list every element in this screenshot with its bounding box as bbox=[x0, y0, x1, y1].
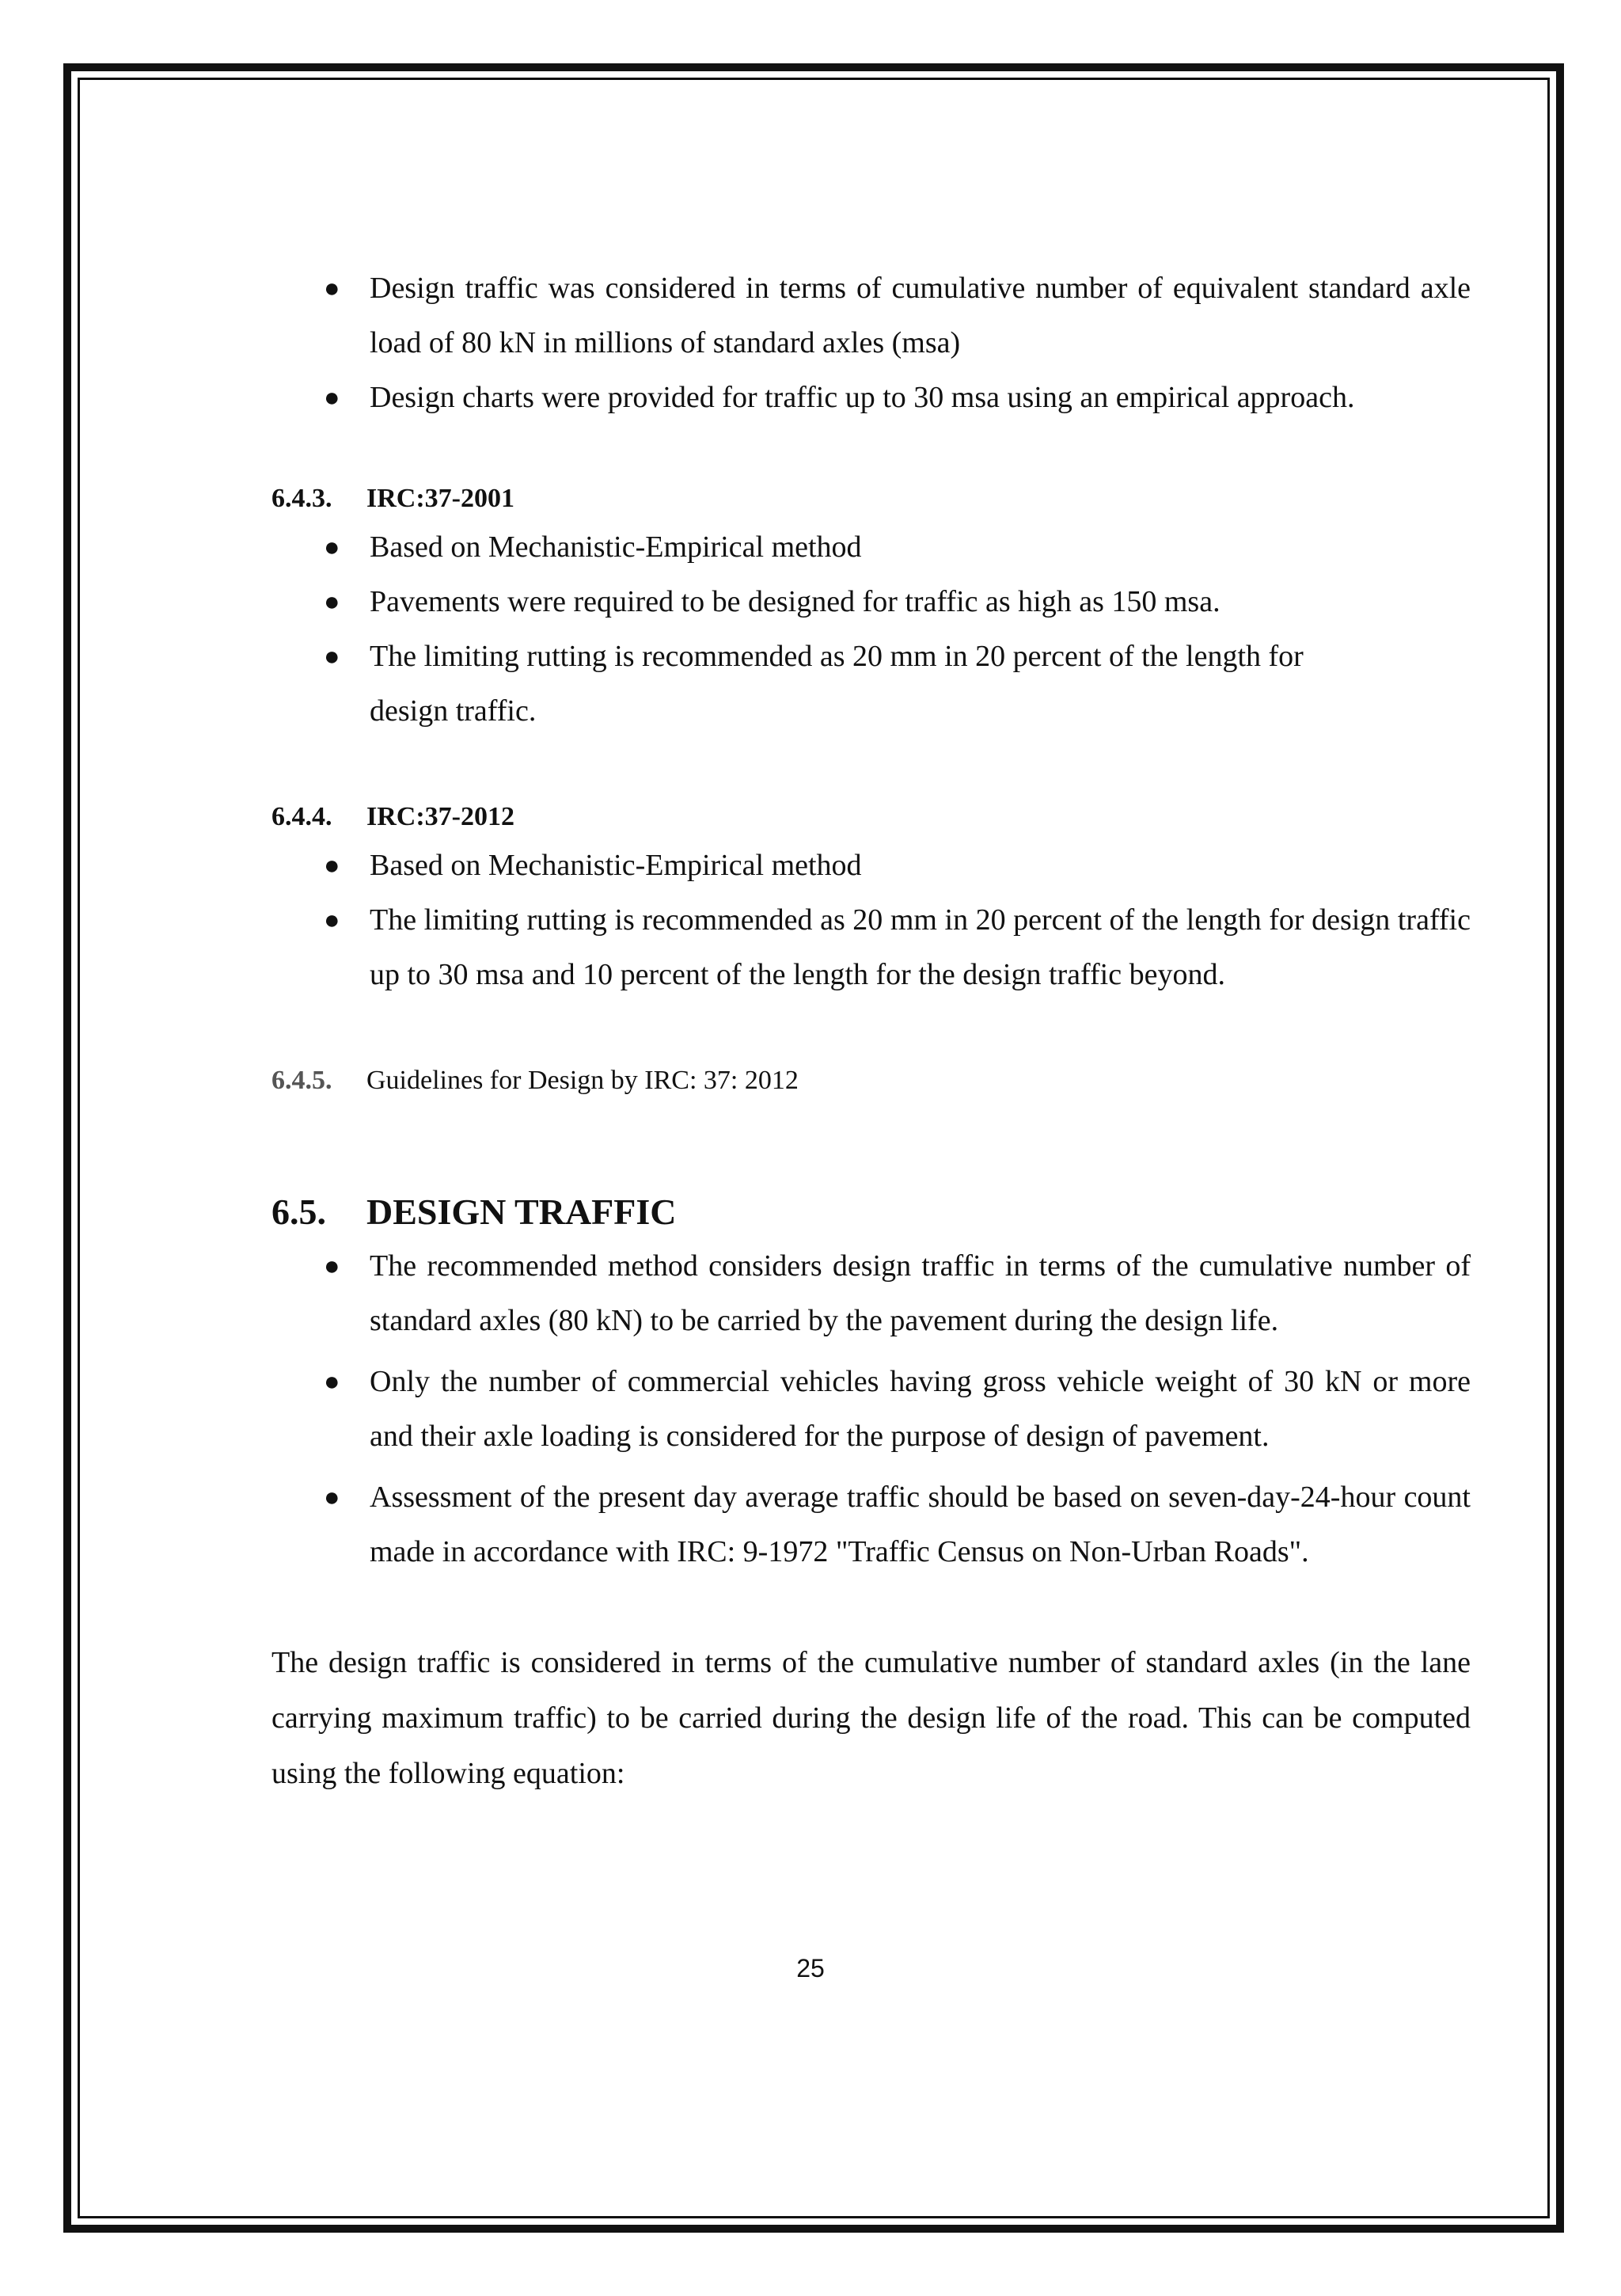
list-item: ● The limiting rutting is recommended as 20 mm in 20 percent of the length for design traffic. bbox=[271, 629, 1471, 739]
page-content bbox=[271, 261, 1471, 1801]
bullet-icon: ● bbox=[324, 1367, 340, 1397]
list-item: ● Only the number of commercial vehicles having gross vehicle weight of 30 kN or more and their axle loading is considered for the purpose of design of pavement. bbox=[271, 1355, 1471, 1464]
section-heading-6-4-3: 6.4.3. IRC:37-2001 bbox=[271, 484, 514, 513]
list-item: ● The recommended method considers design traffic in terms of the cumulative number of standard axles (80 kN) to be carried by the pavement during the design life. bbox=[271, 1239, 1471, 1348]
section-heading-6-4-4: 6.4.4. IRC:37-2012 bbox=[271, 802, 514, 831]
bullet-icon: ● bbox=[324, 274, 340, 303]
section-6-4-3-bullet-list bbox=[271, 520, 1471, 739]
bullet-icon: ● bbox=[324, 906, 340, 935]
bullet-icon: ● bbox=[324, 851, 340, 880]
section-6-5-bullet-list bbox=[271, 1239, 1471, 1579]
section-heading-6-5: 6.5. DESIGN TRAFFIC bbox=[271, 1192, 677, 1232]
list-item: ● Pavements were required to be designed for traffic as high as 150 msa. bbox=[271, 575, 1471, 629]
section-6-4-4-bullet-list bbox=[271, 838, 1471, 1002]
bullet-icon: ● bbox=[324, 1483, 340, 1512]
section-heading-6-4-5: 6.4.5. Guidelines for Design by IRC: 37: 2012 bbox=[271, 1066, 799, 1095]
list-item: ● Design traffic was considered in terms of cumulative number of equivalent standard axle load of 80 kN in millions of standard axles (msa) bbox=[271, 261, 1471, 371]
bullet-icon: ● bbox=[324, 587, 340, 617]
list-item: ● Assessment of the present day average traffic should be based on seven-day-24-hour count made in accordance with IRC: 9-1972 "Traffic Census on Non-Urban Roads". bbox=[271, 1470, 1471, 1579]
design-traffic-paragraph: The design traffic is considered in terms of the cumulative number of standard axles (in the lane carrying maximum traffic) to be carried during the design life of the road. This can be computed using the following equation: bbox=[271, 1646, 1471, 1790]
bullet-icon: ● bbox=[324, 383, 340, 412]
list-item: ● Based on Mechanistic-Empirical method bbox=[271, 520, 1471, 575]
list-item: ● Based on Mechanistic-Empirical method bbox=[271, 838, 1471, 893]
list-item: ● Design charts were provided for traffic up to 30 msa using an empirical approach. bbox=[271, 371, 1471, 425]
list-item: ● The limiting rutting is recommended as 20 mm in 20 percent of the length for design traffic up to 30 msa and 10 percent of the length for the design traffic beyond. bbox=[271, 893, 1471, 1002]
bullet-icon: ● bbox=[324, 642, 340, 671]
bullet-icon: ● bbox=[324, 1252, 340, 1281]
bullet-icon: ● bbox=[324, 533, 340, 562]
intro-bullet-list bbox=[271, 261, 1471, 425]
page-number: 25 bbox=[796, 1954, 825, 1982]
